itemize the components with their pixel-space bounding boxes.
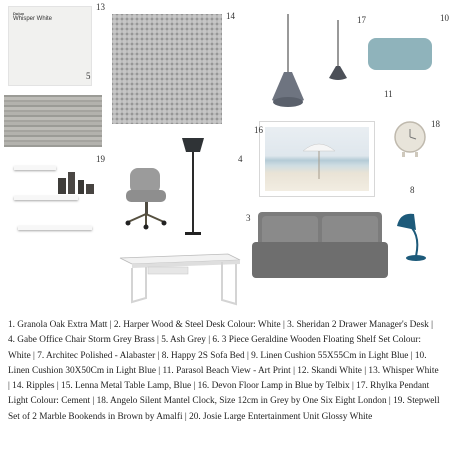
floating-shelf bbox=[14, 166, 56, 170]
label-13: 13 bbox=[96, 2, 105, 12]
label-17: 17 bbox=[357, 15, 366, 25]
label-18: 18 bbox=[431, 119, 440, 129]
ash-grey-wood-swatch bbox=[4, 95, 102, 147]
marble-bookends bbox=[56, 168, 96, 196]
label-8: 8 bbox=[410, 185, 415, 195]
office-chair bbox=[118, 164, 182, 230]
items-caption: 1. Granola Oak Extra Matt | 2. Harper Wood & Steel Desk Colour: White | 3. Sheridan 2 Drawer Manager's Desk | 4. Gabe Office Chair Storm Grey Brass | 5. Ash Grey | 6. 3 Piece Geraldine Wooden Floating Shelf Set Colour: White | 7. Architec Polished - Alabaster | 8. Happy 2S Sofa Bed | 9. Linen Cushion 55X55Cm in Light Blue | 10. Linen Cushion 30X50Cm in Light Blue | 11. Parasol Beach View - Art Print | 12. Skandi White | 13. Whisper White | 14. Ripples | 15. Lenna Metal Table Lamp, Blue | 16. Devon Floor Lamp in Blue by Telbix | 17. Rhylka Pendant Light Colour: Cement | 18. Angelo Silent Mantel Clock, Size 12cm in Grey by One Six Eight London | 19. Stepwell Set of 2 Marble Bookends in Brown by Amalfi | 20. Josie Large Entertainment Unit Glossy White bbox=[8, 320, 440, 422]
pendant-light-large bbox=[268, 14, 308, 114]
label-4: 4 bbox=[238, 154, 243, 164]
label-10: 10 bbox=[440, 13, 449, 23]
table-lamp bbox=[394, 204, 434, 262]
label-5: 5 bbox=[86, 71, 91, 81]
linen-cushion bbox=[368, 38, 432, 70]
swatch-brand: Dulux bbox=[13, 11, 25, 16]
parasol-beach-art-print bbox=[259, 121, 375, 197]
whisper-white-swatch bbox=[8, 6, 92, 86]
floating-shelf bbox=[14, 196, 78, 200]
ripples-carpet-swatch bbox=[112, 14, 222, 124]
swatch-name: Whisper White bbox=[13, 16, 53, 22]
parasol-icon bbox=[265, 127, 371, 193]
label-11: 11 bbox=[384, 89, 393, 99]
mantel-clock bbox=[392, 120, 428, 158]
white-desk bbox=[118, 252, 242, 312]
print-image bbox=[265, 127, 369, 191]
label-16: 16 bbox=[254, 125, 263, 135]
label-3: 3 bbox=[246, 213, 251, 223]
floor-lamp bbox=[178, 134, 208, 240]
pendant-light-small bbox=[326, 20, 350, 84]
label-19: 19 bbox=[96, 154, 105, 164]
sofa-bed-seat bbox=[252, 242, 388, 278]
floating-shelf bbox=[18, 226, 92, 230]
label-14: 14 bbox=[226, 11, 235, 21]
